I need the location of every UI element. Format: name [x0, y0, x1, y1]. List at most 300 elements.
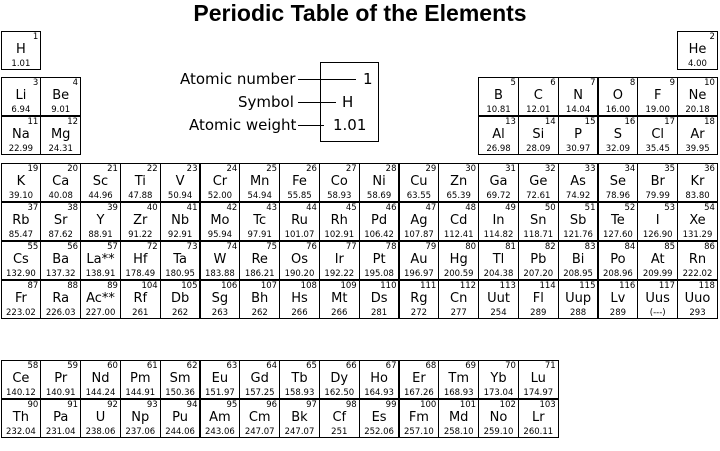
atomic-weight: 243.06 [205, 426, 235, 437]
element-cell [1, 280, 42, 320]
atomic-number: 98 [345, 399, 357, 410]
element-cell [637, 163, 678, 203]
atomic-weight: 16.00 [605, 104, 631, 115]
element-symbol: V [175, 173, 185, 189]
element-symbol: Hs [291, 290, 308, 306]
element-symbol: Br [650, 173, 665, 189]
atomic-weight: 158.93 [284, 387, 315, 398]
atomic-number: 100 [420, 399, 437, 410]
element-cell [438, 280, 479, 320]
atomic-number: 114 [539, 280, 556, 291]
atomic-weight: (---) [649, 307, 666, 318]
atomic-number: 12 [67, 116, 79, 127]
element-symbol: Xe [689, 212, 706, 228]
element-cell [399, 360, 440, 400]
element-cell [319, 163, 360, 203]
atomic-weight: 32.09 [605, 143, 631, 154]
atomic-number: 115 [579, 280, 596, 291]
atomic-number: 68 [425, 360, 437, 371]
atomic-weight: 69.72 [486, 190, 511, 201]
element-cell [518, 163, 559, 203]
element-cell [1, 77, 42, 117]
atomic-weight: 281 [370, 307, 388, 318]
element-symbol: U [95, 409, 106, 425]
element-cell [478, 116, 519, 156]
atomic-weight: 88.91 [88, 229, 113, 240]
element-symbol: Nd [91, 370, 110, 386]
atomic-weight: 6.94 [11, 104, 31, 115]
atomic-weight: 263 [211, 307, 229, 318]
element-cell [518, 241, 559, 281]
atomic-weight: 20.18 [685, 104, 710, 115]
element-symbol: Np [131, 409, 150, 425]
element-cell [239, 163, 280, 203]
element-symbol: In [492, 212, 505, 228]
atomic-weight: 151.97 [205, 387, 235, 398]
atomic-number: 80 [465, 241, 477, 252]
element-cell [239, 202, 280, 242]
element-cell [279, 399, 320, 439]
key-atomic-number-value: 1 [363, 70, 373, 88]
element-cell [120, 163, 161, 203]
atomic-number: 42 [226, 202, 238, 213]
atomic-number: 95 [226, 399, 238, 410]
atomic-weight: 260.11 [523, 426, 554, 437]
element-cell [319, 241, 360, 281]
atomic-number: 46 [385, 202, 397, 213]
atomic-number: 8 [629, 77, 636, 88]
element-symbol: Y [96, 212, 105, 228]
element-cell [200, 163, 241, 203]
atomic-number: 74 [226, 241, 238, 252]
atomic-number: 1 [32, 31, 39, 42]
atomic-weight: 167.26 [404, 387, 434, 398]
element-symbol: Pr [54, 370, 68, 386]
element-symbol: Mt [331, 290, 348, 306]
element-cell [478, 202, 519, 242]
element-symbol: Cu [410, 173, 428, 189]
atomic-weight: 1.01 [11, 58, 31, 69]
atomic-number: 117 [658, 280, 676, 291]
element-symbol: Yb [490, 370, 507, 386]
atomic-weight: 192.22 [324, 268, 355, 279]
atomic-weight: 54.94 [247, 190, 272, 201]
element-cell [677, 280, 718, 320]
atomic-weight: 121.76 [563, 229, 593, 240]
atomic-number: 82 [544, 241, 556, 252]
atomic-number: 99 [385, 399, 397, 410]
element-cell [160, 360, 201, 400]
atomic-number: 13 [505, 116, 516, 127]
element-symbol: N [573, 87, 583, 103]
element-symbol: Ba [52, 251, 70, 267]
atomic-number: 86 [704, 241, 715, 252]
element-symbol: Hf [133, 251, 148, 267]
atomic-number: 102 [499, 399, 516, 410]
atomic-weight: 226.03 [45, 307, 76, 318]
atomic-number: 70 [505, 360, 516, 371]
atomic-weight: 144.91 [125, 387, 156, 398]
element-symbol: Uuo [684, 290, 711, 306]
atomic-number: 47 [425, 202, 437, 213]
atomic-weight: 196.97 [404, 268, 434, 279]
atomic-number: 51 [584, 202, 596, 213]
element-symbol: K [16, 173, 26, 189]
atomic-number: 11 [27, 116, 39, 127]
atomic-weight: 79.99 [645, 190, 670, 201]
atomic-number: 103 [539, 399, 556, 410]
element-symbol: Dy [330, 370, 349, 386]
element-cell [319, 280, 360, 320]
atomic-weight: 208.95 [563, 268, 593, 279]
element-symbol: Rb [12, 212, 30, 228]
atomic-weight: 237.06 [125, 426, 156, 437]
key-symbol-label: Symbol [238, 93, 294, 111]
element-cell [40, 163, 81, 203]
atomic-weight: 50.94 [167, 190, 193, 201]
element-symbol: H [16, 41, 26, 57]
atomic-number: 101 [459, 399, 477, 410]
element-symbol: Ds [370, 290, 388, 306]
atomic-number: 88 [67, 280, 79, 291]
element-symbol: Ga [489, 173, 508, 189]
element-symbol: Zn [450, 173, 468, 189]
atomic-weight: 97.91 [247, 229, 272, 240]
atomic-weight: 180.95 [165, 268, 195, 279]
atomic-number: 21 [107, 163, 118, 174]
atomic-number: 44 [306, 202, 317, 213]
atomic-weight: 254 [490, 307, 507, 318]
element-symbol: W [213, 251, 227, 267]
element-cell [80, 163, 121, 203]
atomic-weight: 238.06 [85, 426, 116, 437]
atomic-number: 20 [67, 163, 79, 174]
element-symbol: Cl [651, 126, 665, 142]
element-cell [1, 202, 42, 242]
atomic-number: 66 [345, 360, 357, 371]
element-symbol: Db [170, 290, 190, 306]
atomic-weight: 95.94 [207, 229, 233, 240]
element-cell [40, 360, 81, 400]
atomic-number: 60 [107, 360, 118, 371]
element-symbol: Cm [248, 409, 271, 425]
atomic-weight: 289 [609, 307, 627, 318]
atomic-weight: 247.07 [244, 426, 275, 437]
element-symbol: Pa [53, 409, 69, 425]
atomic-weight: 209.99 [642, 268, 673, 279]
element-symbol: Es [371, 409, 387, 425]
atomic-number: 85 [664, 241, 676, 252]
element-symbol: Tl [492, 251, 505, 267]
element-cell [40, 399, 81, 439]
element-cell [677, 163, 718, 203]
element-cell [558, 241, 599, 281]
atomic-weight: 173.04 [483, 387, 514, 398]
atomic-number: 63 [226, 360, 238, 371]
element-cell [80, 360, 121, 400]
atomic-weight: 223.02 [6, 307, 36, 318]
element-cell [239, 280, 280, 320]
atomic-weight: 178.49 [125, 268, 156, 279]
element-cell [518, 360, 559, 400]
atomic-number: 78 [385, 241, 397, 252]
atomic-weight: 127.60 [603, 229, 633, 240]
atomic-number: 17 [664, 116, 676, 127]
atomic-weight: 118.71 [523, 229, 554, 240]
atomic-weight: 12.01 [526, 104, 551, 115]
atomic-number: 6 [550, 77, 556, 88]
element-symbol: Au [410, 251, 428, 267]
element-symbol: Th [12, 409, 29, 425]
element-cell [160, 280, 201, 320]
element-symbol: Tm [448, 370, 469, 386]
element-symbol: Ho [370, 370, 388, 386]
atomic-number: 65 [306, 360, 317, 371]
atomic-weight: 28.09 [526, 143, 551, 154]
element-symbol: F [653, 87, 662, 103]
atomic-weight: 65.39 [446, 190, 471, 201]
atomic-weight: 101.07 [284, 229, 315, 240]
element-cell [120, 360, 161, 400]
atomic-number: 108 [300, 280, 317, 291]
element-symbol: No [489, 409, 508, 425]
atomic-number: 75 [266, 241, 278, 252]
atomic-number: 118 [698, 280, 715, 291]
element-cell [1, 241, 42, 281]
element-cell [40, 77, 81, 117]
atomic-number: 38 [67, 202, 79, 213]
element-cell [598, 116, 639, 156]
element-cell [637, 202, 678, 242]
element-cell [598, 241, 639, 281]
element-symbol: Pt [372, 251, 386, 267]
atomic-weight: 140.12 [6, 387, 36, 398]
atomic-weight: 83.80 [685, 190, 710, 201]
element-symbol: Ca [52, 173, 70, 189]
atomic-weight: 207.20 [523, 268, 554, 279]
atomic-number: 34 [624, 163, 636, 174]
element-symbol: P [574, 126, 582, 142]
atomic-number: 52 [624, 202, 636, 213]
atomic-number: 29 [425, 163, 437, 174]
element-symbol: Lv [610, 290, 626, 306]
element-cell [558, 202, 599, 242]
element-cell [200, 360, 241, 400]
atomic-number: 89 [107, 280, 118, 291]
atomic-weight: 144.24 [85, 387, 116, 398]
atomic-number: 84 [624, 241, 636, 252]
element-cell [200, 280, 241, 320]
element-symbol: Ir [334, 251, 344, 267]
element-symbol: Ac** [86, 290, 115, 306]
element-symbol: Md [448, 409, 469, 425]
atomic-weight: 14.04 [565, 104, 591, 115]
element-symbol: Pu [172, 409, 189, 425]
atomic-number: 57 [107, 241, 118, 252]
element-cell [677, 202, 718, 242]
atomic-weight: 91.22 [128, 229, 153, 240]
element-cell [359, 280, 400, 320]
element-cell [279, 202, 320, 242]
element-symbol: La** [86, 251, 115, 267]
atomic-weight: 195.08 [364, 268, 394, 279]
element-symbol: Uut [487, 290, 510, 306]
element-symbol: Sc [92, 173, 109, 189]
element-cell [637, 77, 678, 117]
atomic-weight: 44.96 [88, 190, 113, 201]
element-symbol: Te [611, 212, 625, 228]
element-symbol: Fm [408, 409, 429, 425]
atomic-weight: 9.01 [51, 104, 71, 115]
element-symbol: Ni [372, 173, 386, 189]
atomic-number: 5 [510, 77, 516, 88]
atomic-number: 14 [544, 116, 556, 127]
element-cell [239, 360, 280, 400]
atomic-weight: 92.91 [167, 229, 193, 240]
atomic-weight: 277 [450, 307, 467, 318]
atomic-weight: 4.00 [688, 58, 707, 69]
element-symbol: Tc [253, 212, 267, 228]
atomic-number: 2 [709, 31, 715, 42]
element-cell [478, 77, 519, 117]
atomic-number: 39 [107, 202, 118, 213]
element-symbol: Rh [330, 212, 348, 228]
atomic-number: 87 [27, 280, 39, 291]
atomic-weight: 131.29 [682, 229, 713, 240]
atomic-weight: 262 [171, 307, 189, 318]
atomic-weight: 87.62 [48, 229, 73, 240]
element-symbol: Se [609, 173, 627, 189]
atomic-weight: 227.00 [85, 307, 116, 318]
element-cell [160, 163, 201, 203]
atomic-number: 4 [72, 77, 79, 88]
atomic-number: 92 [107, 399, 118, 410]
element-cell [478, 241, 519, 281]
element-cell [677, 241, 718, 281]
atomic-number: 31 [505, 163, 516, 174]
atomic-number: 10 [704, 77, 715, 88]
atomic-number: 53 [664, 202, 676, 213]
atomic-weight: 262 [251, 307, 268, 318]
element-symbol: Lr [531, 409, 545, 425]
element-cell [518, 202, 559, 242]
atomic-number: 93 [146, 399, 158, 410]
atomic-weight: 258.10 [443, 426, 474, 437]
element-cell [438, 202, 479, 242]
atomic-number: 30 [465, 163, 477, 174]
atomic-number: 33 [584, 163, 596, 174]
atomic-number: 58 [27, 360, 39, 371]
element-cell [80, 280, 121, 320]
page-title: Periodic Table of the Elements [193, 0, 527, 26]
element-cell [279, 163, 320, 203]
element-cell [637, 241, 678, 281]
atomic-number: 25 [266, 163, 278, 174]
key-atomic-number-label: Atomic number [180, 70, 296, 88]
atomic-weight: 208.96 [603, 268, 633, 279]
element-cell [518, 399, 559, 439]
element-cell [40, 241, 81, 281]
element-symbol: Nb [171, 212, 190, 228]
element-cell [239, 399, 280, 439]
element-cell [40, 280, 81, 320]
element-cell [677, 77, 718, 117]
atomic-weight: 174.97 [523, 387, 554, 398]
atomic-number: 35 [664, 163, 676, 174]
atomic-weight: 157.25 [244, 387, 275, 398]
element-symbol: Sb [569, 212, 587, 228]
element-symbol: I [655, 212, 660, 228]
atomic-weight: 19.00 [645, 104, 670, 115]
atomic-weight: 85.47 [8, 229, 34, 240]
key-symbol-value: H [342, 93, 354, 111]
atomic-weight: 138.91 [85, 268, 116, 279]
element-symbol: O [612, 87, 624, 103]
element-cell [438, 163, 479, 203]
element-symbol: Ta [173, 251, 187, 267]
element-symbol: Rg [410, 290, 428, 306]
atomic-weight: 232.04 [6, 426, 36, 437]
element-symbol: Pb [530, 251, 547, 267]
element-symbol: Pm [130, 370, 151, 386]
atomic-number: 19 [27, 163, 39, 174]
atomic-number: 104 [141, 280, 158, 291]
atomic-number: 91 [67, 399, 79, 410]
element-symbol: Ag [410, 212, 428, 228]
atomic-number: 116 [619, 280, 636, 291]
atomic-number: 18 [704, 116, 715, 127]
element-cell [80, 399, 121, 439]
atomic-number: 106 [221, 280, 238, 291]
element-symbol: C [533, 87, 543, 103]
atomic-number: 56 [67, 241, 79, 252]
atomic-number: 71 [544, 360, 556, 371]
atomic-number: 22 [146, 163, 158, 174]
atomic-number: 7 [590, 77, 596, 88]
atomic-number: 28 [385, 163, 397, 174]
atomic-number: 81 [505, 241, 516, 252]
atomic-number: 62 [186, 360, 198, 371]
element-cell [438, 399, 479, 439]
element-cell [637, 280, 678, 320]
atomic-number: 73 [186, 241, 198, 252]
atomic-weight: 126.90 [642, 229, 673, 240]
atomic-weight: 168.93 [443, 387, 474, 398]
atomic-number: 40 [146, 202, 158, 213]
element-cell [598, 163, 639, 203]
atomic-number: 90 [27, 399, 39, 410]
element-symbol: Uus [645, 290, 670, 306]
atomic-weight: 231.04 [45, 426, 76, 437]
atomic-number: 27 [345, 163, 357, 174]
atomic-number: 96 [266, 399, 278, 410]
atomic-weight: 26.98 [486, 143, 511, 154]
atomic-weight: 58.69 [366, 190, 392, 201]
atomic-number: 45 [345, 202, 357, 213]
element-cell [558, 116, 599, 156]
element-cell [399, 163, 440, 203]
atomic-weight: 164.93 [364, 387, 394, 398]
atomic-number: 54 [704, 202, 715, 213]
element-symbol: Ar [690, 126, 705, 142]
element-symbol: Rn [688, 251, 707, 267]
element-cell [518, 77, 559, 117]
element-cell [120, 399, 161, 439]
element-cell [399, 202, 440, 242]
atomic-weight: 55.85 [287, 190, 312, 201]
atomic-weight: 10.81 [486, 104, 511, 115]
element-cell [359, 202, 400, 242]
